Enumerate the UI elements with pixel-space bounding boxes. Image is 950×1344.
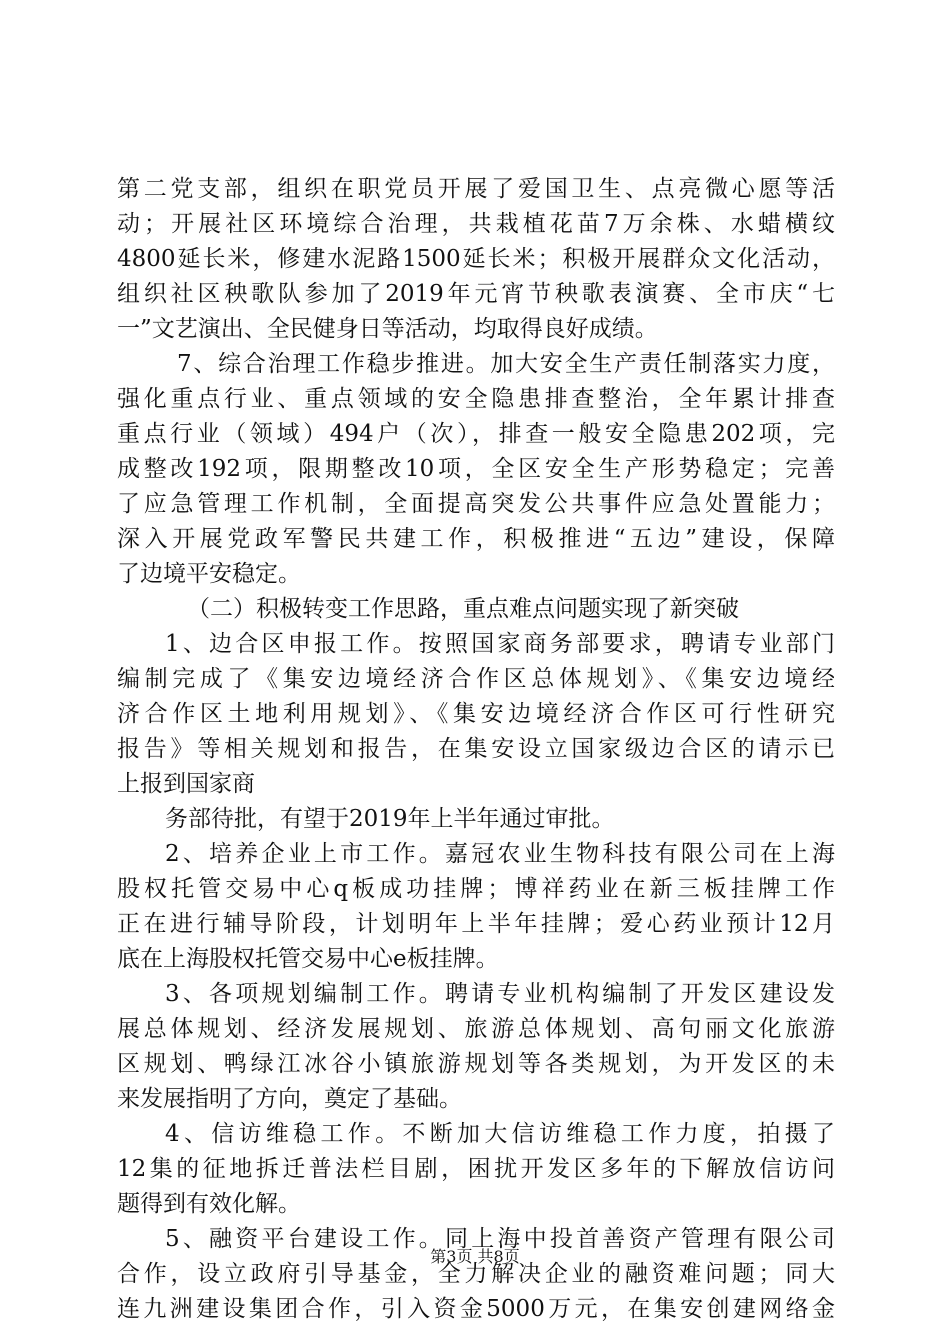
text-line: 连九洲建设集团合作，引入资金5000万元，在集安创建网络金 xyxy=(117,1296,835,1322)
page-number-footer: 第3页 共8页 xyxy=(430,1247,520,1266)
section-heading xyxy=(117,592,835,627)
text-line: 来发展指明了方向，奠定了基础。 xyxy=(117,1086,462,1112)
text-line: 成整改192项，限期整改10项，全区安全生产形势稳定；完善 xyxy=(117,456,835,482)
paragraph-petition-stability xyxy=(117,1117,835,1222)
text-line: 上报到国家商 xyxy=(117,771,255,797)
paragraph-planning-work xyxy=(117,977,835,1117)
text-line: 12集的征地拆迁普法栏目剧，困扰开发区多年的下解放信访问 xyxy=(117,1156,835,1182)
text-line: 报告》等相关规划和报告，在集安设立国家级边合区的请示已 xyxy=(117,736,835,762)
text-line: 合作，设立政府引导基金，全力解决企业的融资难问题；同大 xyxy=(117,1261,835,1287)
text-line: 深入开展党政军警民共建工作，积极推进“五边”建设，保障 xyxy=(117,526,835,552)
paragraph-community-activities xyxy=(117,172,835,347)
paragraph-financing-platform xyxy=(117,1222,835,1327)
text-line: 强化重点行业、重点领域的安全隐患排查整治，全年累计排查 xyxy=(117,386,835,412)
text-line: 4、信访维稳工作。不断加大信访维稳工作力度，拍摄了 xyxy=(165,1121,835,1147)
text-line: 济合作区土地利用规划》、《集安边境经济合作区可行性研究 xyxy=(117,701,835,727)
text-line: 股权托管交易中心q板成功挂牌；博祥药业在新三板挂牌工作 xyxy=(117,876,835,902)
text-line: 3、各项规划编制工作。聘请专业机构编制了开发区建设发 xyxy=(165,981,835,1007)
text-line: 正在进行辅导阶段，计划明年上半年挂牌；爱心药业预计12月 xyxy=(117,911,835,937)
text-line: 区规划、鸭绿江冰谷小镇旅游规划等各类规划，为开发区的未 xyxy=(117,1051,835,1077)
text-line: 编制完成了《集安边境经济合作区总体规划》、《集安边境经 xyxy=(117,666,835,692)
text-line: 5、融资平台建设工作。同上海中投首善资产管理有限公司 xyxy=(165,1226,835,1252)
section-heading-text: （二）积极转变工作思路，重点难点问题实现了新突破 xyxy=(187,596,739,622)
text-line: 2、培养企业上市工作。嘉冠农业生物科技有限公司在上海 xyxy=(165,841,835,867)
text-line: 4800延长米，修建水泥路1500延长米；积极开展群众文化活动， xyxy=(117,246,835,272)
text-line: 重点行业（领域）494户（次），排查一般安全隐患202项，完 xyxy=(117,421,835,447)
text-line: 了应急管理工作机制，全面提高突发公共事件应急处置能力； xyxy=(117,491,835,517)
text-line: 组织社区秧歌队参加了2019年元宵节秧歌表演赛、全市庆“七 xyxy=(117,281,835,307)
paragraph-enterprise-listing xyxy=(117,837,835,977)
text-line: 展总体规划、经济发展规划、旅游总体规划、高句丽文化旅游 xyxy=(117,1016,835,1042)
text-line: 了边境平安稳定。 xyxy=(117,561,301,587)
text-line: 题得到有效化解。 xyxy=(117,1191,301,1217)
document-body xyxy=(117,172,835,1327)
text-line: 一”文艺演出、全民健身日等活动，均取得良好成绩。 xyxy=(117,316,658,342)
paragraph-approval-pending xyxy=(117,802,835,837)
text-line: 动；开展社区环境综合治理，共栽植花苗7万余株、水蜡横纹 xyxy=(117,211,835,237)
text-line: 务部待批，有望于2019年上半年通过审批。 xyxy=(165,806,615,832)
text-line: 底在上海股权托管交易中心e板挂牌。 xyxy=(117,946,499,972)
paragraph-border-zone-application xyxy=(117,627,835,802)
text-line: 1、边合区申报工作。按照国家商务部要求，聘请专业部门 xyxy=(165,631,835,657)
text-line: 第二党支部，组织在职党员开展了爱国卫生、点亮微心愿等活 xyxy=(117,176,835,202)
text-line: 7、综合治理工作稳步推进。加大安全生产责任制落实力度， xyxy=(177,351,835,377)
paragraph-comprehensive-governance xyxy=(117,347,835,592)
